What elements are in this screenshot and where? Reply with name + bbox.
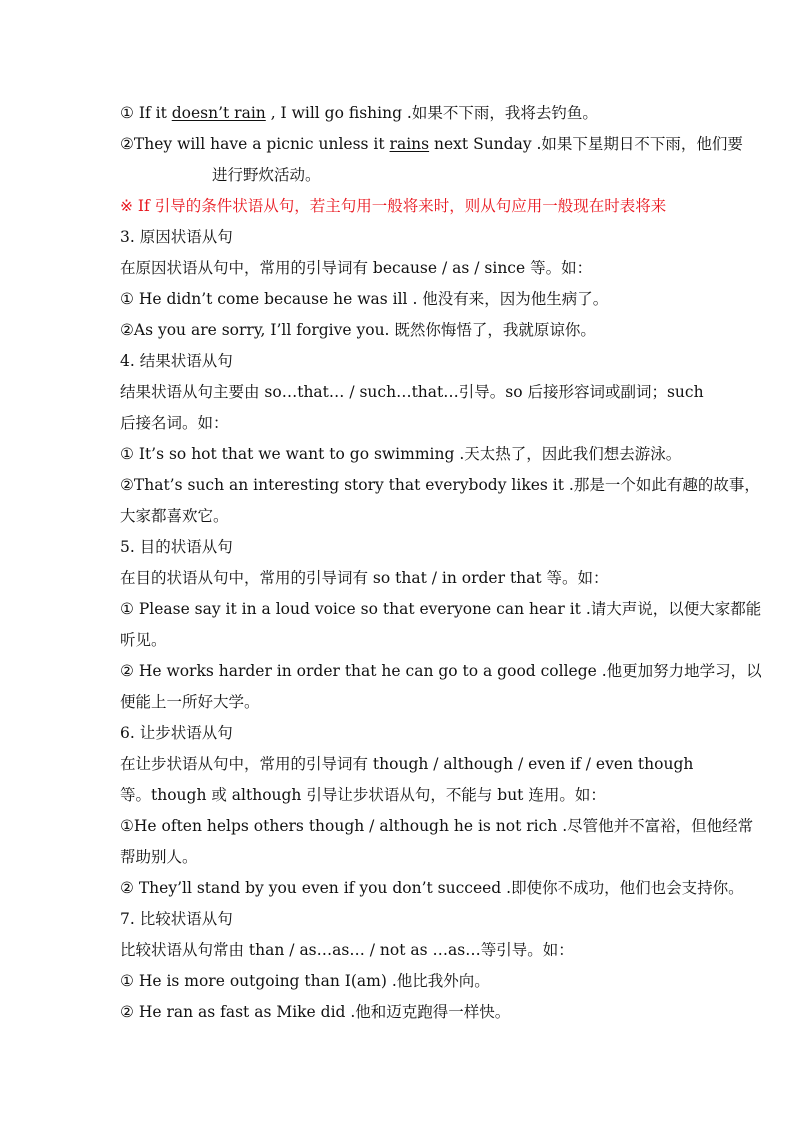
concession-intro-line-2: 等。though 或 although 引导让步状语从句，不能与 but 连用。如： xyxy=(120,786,606,804)
purpose-example-2-line-2: 便能上一所好大学。 xyxy=(120,693,260,711)
condition-example-2 xyxy=(120,129,743,160)
condition-example-2-continued: 进行野炊活动。 xyxy=(212,166,321,184)
concession-heading: 6. 让步状语从句 xyxy=(120,724,233,742)
reason-heading: 3. 原因状语从句 xyxy=(120,228,233,246)
condition-example-1 xyxy=(120,98,682,129)
document-page xyxy=(120,98,762,1028)
comparison-example-2: ② He ran as fast as Mike did .他和迈克跑得一样快。 xyxy=(120,1003,511,1021)
result-example-1: ① It’s so hot that we want to go swimming .天太热了，因此我们想去游泳。 xyxy=(120,445,682,463)
concession-example-1-line-2: 帮助别人。 xyxy=(120,848,198,866)
reason-example-1: ① He didn’t come because he was ill . 他没有来，因为他生病了。 xyxy=(120,290,609,308)
result-example-2-line-1: ②That’s such an interesting story that everybody likes it .那是一个如此有趣的故事， xyxy=(120,476,760,494)
concession-example-2: ② They’ll stand by you even if you don’t succeed .即使你不成功，他们也会支持你。 xyxy=(120,879,744,897)
result-example-2-line-2: 大家都喜欢它。 xyxy=(120,507,229,525)
purpose-intro: 在目的状语从句中，常用的引导词有 so that / in order that 等。如： xyxy=(120,569,609,587)
purpose-example-2-line-1: ② He works harder in order that he can go to a good college .他更加努力地学习，以 xyxy=(120,662,762,680)
text-segment: , I will go fishing .如果不下雨，我将去钓鱼。 xyxy=(265,104,598,122)
result-intro-line-2: 后接名词。如： xyxy=(120,414,229,432)
underlined-verb: rains xyxy=(389,135,430,153)
condition-note: ※ If 引导的条件状语从句，若主句用一般将来时，则从句应用一般现在时表将来 xyxy=(120,197,667,215)
result-intro-line-1: 结果状语从句主要由 so…that… / such…that…引导。so 后接形容词或副词；such xyxy=(120,383,704,401)
comparison-intro: 比较状语从句常由 than / as…as… / not as …as…等引导。如： xyxy=(120,941,574,959)
reason-intro: 在原因状语从句中，常用的引导词有 because / as / since 等。如： xyxy=(120,259,593,277)
result-heading: 4. 结果状语从句 xyxy=(120,352,233,370)
concession-example-1-line-1: ①He often helps others though / although he is not rich .尽管他并不富裕，但他经常 xyxy=(120,817,754,835)
purpose-example-1-line-2: 听见。 xyxy=(120,631,167,649)
concession-intro-line-1: 在让步状语从句中，常用的引导词有 though / although / even if / even though xyxy=(120,755,694,773)
comparison-heading: 7. 比较状语从句 xyxy=(120,910,233,928)
underlined-verb: doesn’t rain xyxy=(171,104,266,122)
text-segment: ②They will have a picnic unless it xyxy=(120,135,390,153)
purpose-heading: 5. 目的状语从句 xyxy=(120,538,233,556)
comparison-example-1: ① He is more outgoing than I(am) .他比我外向。 xyxy=(120,972,490,990)
text-segment: next Sunday .如果下星期日不下雨，他们要 xyxy=(429,135,743,153)
purpose-example-1-line-1: ① Please say it in a loud voice so that everyone can hear it .请大声说，以便大家都能 xyxy=(120,600,762,618)
text-segment: ① If it xyxy=(120,104,172,122)
reason-example-2: ②As you are sorry, I’ll forgive you. 既然你悔悟了，我就原谅你。 xyxy=(120,321,596,339)
